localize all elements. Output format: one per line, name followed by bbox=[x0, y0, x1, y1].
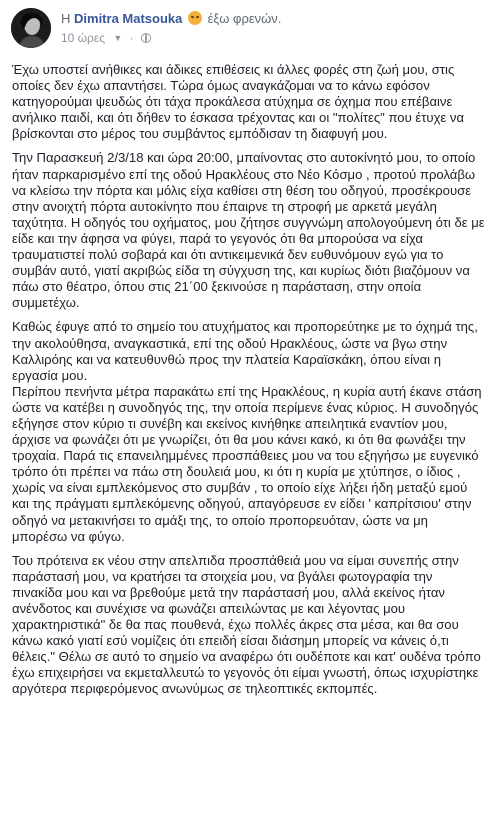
post-paragraph: Του πρότεινα εκ νέου στην απελπιδα προσπάθειά μου να είμαι συνεπής στην παράστασή μου, να κρατήσει τα στοιχεία μου, να βγάλει φωτογραφία την πινακίδα μου και να βρεθούμε μετά την παράστασή μου, αλλά εκείνος ήταν ανένδοτος και συνέχισε να φωνάζει απειλώντας με και λέγοντας μου χαρακτηριστικά" δε θα πας πουθενά, έχω πολλές άκρες στα μέσα, και θα σου κάνω κακό γιατί εσύ νομίζεις ότι επειδή είσαι διάσημη μπορείς να κάνεις ό,τι θέλεις." Θέλω σε αυτό το σημείο να αναφέρω ότι ουδέποτε και κατ' ουδένα τρόπο έχω επιχειρήσει να εκμεταλλευτώ το γεγονός ότι είμαι γνωστή, όπως ισχυρίστηκε αργότερα περιφερόμενος ανωνύμως σε τηλεοπτικές εκπομπές. bbox=[12, 552, 481, 697]
angry-face-icon bbox=[188, 11, 202, 25]
author-line bbox=[61, 11, 281, 27]
chevron-down-icon[interactable]: ▼ bbox=[113, 33, 123, 43]
post-paragraph: Την Παρασκευή 2/3/18 και ώρα 20:00, μπαίνοντας στο αυτοκίνητό μου, το οποίο ήταν παρκαρισμένο επί της οδού Ηρακλέους στο Νέο Κόσμο , προτού προλάβω να κλείσω την πόρτα και μόλις είχα καθίσει στη θέση του οδηγού, προσέκρουσε στην ανοιχτή πόρτα αυτοκίνητο που έπαιρνε τη στροφή με αρκετά μεγάλη ταχύτητα. Η οδηγός του οχήματος, μου ζήτησε συγγνώμη απολογούμενη ότι δε με είδε και την άφησα να φύγει, παρά το γεγονός ότι θα μπορούσα να είχα τραυματιστεί πολύ σοβαρά και ότι αντικειμενικά δεν ευθυνόμουν εγώ για το συμβάν αυτό, γιατί ακριβώς είδα τη σύγχυση της, και κυρίως διότι βιαζόμουν να πάω στο θέατρο, όπου στις 21΄00 ξεκινούσε η παράσταση, στην οποία συμμετέχω. bbox=[12, 150, 485, 311]
avatar-image bbox=[11, 8, 51, 48]
author-name-link[interactable]: Dimitra Matsouka bbox=[74, 11, 183, 26]
feeling-text[interactable]: έξω φρενών. bbox=[207, 11, 282, 26]
post-meta bbox=[61, 31, 151, 45]
avatar[interactable] bbox=[11, 8, 51, 48]
author-prefix: Η bbox=[61, 11, 71, 26]
timestamp-link[interactable]: 10 ώρες bbox=[61, 31, 106, 45]
post-body bbox=[12, 62, 486, 706]
post-paragraph: Έχω υποστεί ανήθικες και άδικες επιθέσεις κι άλλες φορές στη ζωή μου, στις οποίες δεν έχω απαντήσει. Τώρα όμως αναγκάζομαι να το κάνω εφόσον κατηγορούμαι ψευδώς ότι τάχα προκάλεσα ατύχημα σε όχημα που επέβαινε ανήλικο παιδί, και ότι δήθεν το έσκασα τρέχοντας και οι "πολίτες" που έτυχε να βρίσκονται στο μέρος του συμβάντος εμπόδισαν τη διαφυγή μου. bbox=[12, 62, 465, 142]
separator-dot: · bbox=[129, 31, 134, 45]
globe-icon[interactable] bbox=[141, 33, 151, 43]
post-header bbox=[0, 0, 503, 56]
post-paragraph: Καθώς έφυγε από το σημείο του ατυχήματος και προπορεύτηκε με το όχημά της, την ακολούθησα, αναγκαστικά, επί της οδού Ηρακλέους, ώστε να βγω στην Καλλιρόης και να κατευθυνθώ προς την πλατεία Καραϊσκάκη, όπου είναι η εργασία μου. Περίπου πενήντα μέτρα παρακάτω επί της Ηρακλέους, η κυρία αυτή έκανε στάση ώστε να κατέβει η συνοδηγός της, την οποία περίμενε ένας κύριος. Η συνοδηγός εξήγησε στον κύριο τι συνέβη και εκείνος κινήθηκε απειλητικά εναντίον μου, άρχισε να φωνάζει ότι με γνωρίζει, ότι θα μου κάνει κακό, κι ότι θα φωνάξει την τροχαία. Παρά τις επανειλημμένες προσπάθειες μου να του εξηγήσω με ευγενικό τρόπο ότι πρέπει να πάω στη δουλειά μου, κι ότι η κυρία με χτύπησε, ο ίδιος , χωρίς να είναι εμπλεκόμενος στο συμβάν , το οποίο είχε λήξει ήδη μεταξύ εμού και της πράγματι εμπλεκόμενης οδηγού, απαγόρευσε εν είδει ' καπρίτσιου' στην οδηγό να μετακινήσει το αμάξι της, το οποίο προπορευόταν, ώστε να μη μπορέσω να φύγω. bbox=[12, 319, 482, 544]
